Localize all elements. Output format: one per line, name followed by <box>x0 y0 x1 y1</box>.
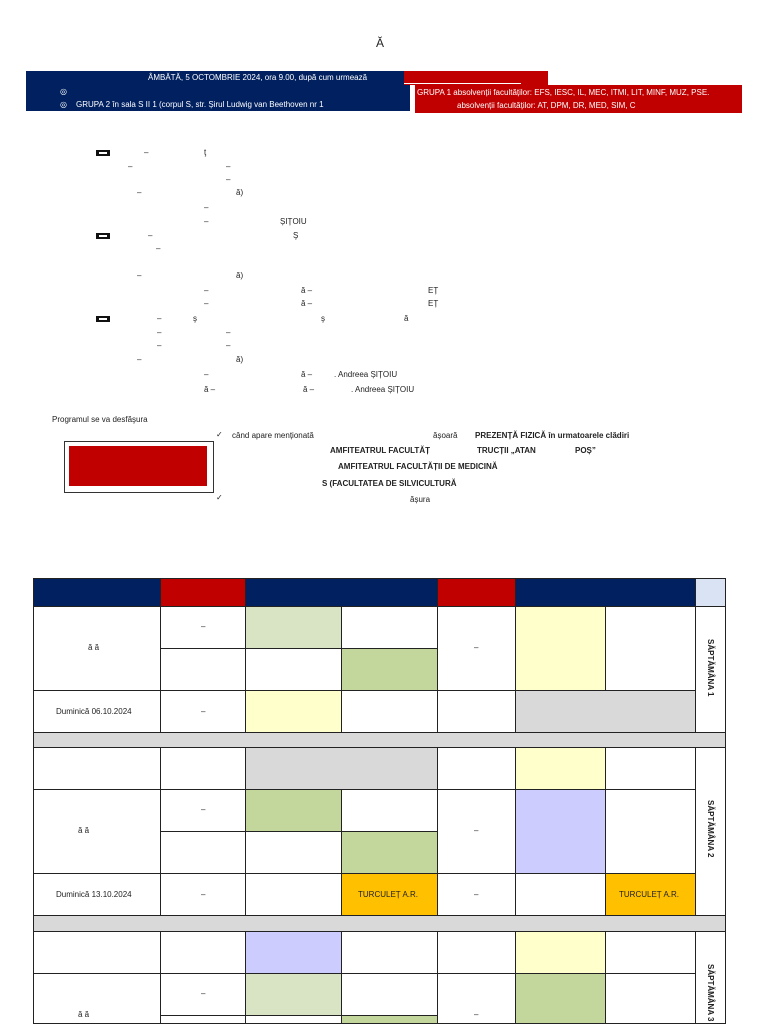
program-building: S (FACULTATEA DE SILVICULTURĂ <box>322 479 457 488</box>
table-date-cell <box>33 973 161 1024</box>
table-header-cell <box>33 578 161 607</box>
table-course-cell <box>605 873 696 916</box>
program-building: AMFITEATRUL FACULTĂȚII DE MEDICINĂ <box>338 462 498 471</box>
table-time-cell <box>437 747 516 790</box>
table-course-cell <box>605 931 696 974</box>
table-time-cell <box>160 648 246 691</box>
text-fragment: ţ <box>204 148 207 157</box>
week-label: SĂPTĂMÂNA 3 <box>706 964 715 1022</box>
table-course-cell <box>515 789 606 874</box>
list-bullet-icon <box>96 316 110 322</box>
red-notice-fill <box>69 446 207 486</box>
table-date-cell <box>33 606 161 691</box>
text-fragment: – <box>137 355 142 364</box>
time-text: – <box>474 1010 479 1019</box>
red-notice-box <box>64 441 214 493</box>
text-fragment: – <box>157 328 162 337</box>
header-red-bar <box>415 85 742 113</box>
table-course-cell <box>245 690 342 733</box>
table-course-cell <box>341 606 438 649</box>
bullet-icon: ◎ <box>60 100 67 109</box>
table-time-cell <box>160 690 246 733</box>
text-fragment: – <box>157 314 162 323</box>
table-course-cell <box>341 789 438 832</box>
date-text: Duminică 13.10.2024 <box>56 890 132 899</box>
table-header-cell <box>245 578 438 607</box>
text-fragment: – <box>204 203 209 212</box>
table-time-cell <box>160 973 246 1016</box>
list-bullet-icon <box>96 150 110 156</box>
time-text: – <box>201 707 206 716</box>
table-course-cell <box>245 931 342 974</box>
text-fragment: – <box>156 244 161 253</box>
week-label-cell <box>695 931 726 1024</box>
table-time-cell <box>160 873 246 916</box>
text-fragment: ş <box>321 314 325 323</box>
week-label-cell <box>695 606 726 733</box>
time-text: – <box>474 890 479 899</box>
text-fragment: – <box>204 286 209 295</box>
table-header-cell <box>695 578 726 607</box>
time-text: – <box>474 826 479 835</box>
week-separator <box>33 915 726 932</box>
table-date-cell <box>33 690 161 733</box>
table-time-cell <box>160 789 246 832</box>
table-course-cell <box>341 831 438 874</box>
table-course-cell <box>341 973 438 1016</box>
table-time-cell <box>437 606 516 691</box>
text-fragment: – <box>144 148 149 157</box>
table-time-cell <box>437 973 516 1024</box>
check-icon: ✓ <box>216 430 223 439</box>
table-time-cell <box>160 1015 246 1024</box>
time-text: – <box>201 989 206 998</box>
program-text: PREZENȚĂ FIZICĂ în urmatoarele clădiri <box>475 431 630 440</box>
time-text: – <box>201 805 206 814</box>
text-fragment: ă – <box>301 370 313 379</box>
date-text: ă ă <box>78 826 90 835</box>
table-date-cell <box>33 747 161 790</box>
table-course-cell <box>515 873 606 916</box>
table-time-cell <box>437 931 516 974</box>
text-fragment: – <box>137 188 142 197</box>
professor-name: TURCULEȚ A.R. <box>358 890 419 899</box>
table-course-cell <box>245 648 342 691</box>
header-group2-line: GRUPA 2 în sala S II 1 (corpul S, str. Șirul Ludwig van Beethoven nr 1 <box>76 100 324 109</box>
table-course-cell <box>341 931 438 974</box>
document-title-symbol: Ă <box>376 36 385 50</box>
table-course-cell <box>515 931 606 974</box>
text-fragment: ă) <box>236 355 244 364</box>
table-header-cell <box>437 578 516 607</box>
program-building: TRUCȚII „ATAN <box>477 446 536 455</box>
table-course-cell <box>341 1015 438 1024</box>
text-fragment: ȘIȚOIU <box>280 217 307 226</box>
table-date-cell <box>33 931 161 974</box>
table-course-cell <box>245 747 438 790</box>
text-fragment: – <box>128 162 133 171</box>
table-time-cell <box>437 873 516 916</box>
program-intro: Programul se va desfăşura <box>52 415 148 424</box>
text-fragment: – <box>226 328 231 337</box>
table-header-cell <box>515 578 696 607</box>
table-time-cell <box>160 931 246 974</box>
header-group2-faculties: absolvenții facultăților: AT, DPM, DR, MED, SIM, C <box>457 101 636 110</box>
date-text: ă ă <box>78 1010 90 1019</box>
text-fragment: ă) <box>236 271 244 280</box>
table-course-cell <box>515 606 606 691</box>
text-fragment: – <box>157 341 162 350</box>
table-course-cell <box>245 973 342 1016</box>
table-time-cell <box>160 831 246 874</box>
table-time-cell <box>160 606 246 649</box>
date-text: Duminică 06.10.2024 <box>56 707 132 716</box>
text-fragment: EȚ <box>428 299 439 308</box>
week-label: SĂPTĂMÂNA 1 <box>706 639 715 697</box>
text-fragment: – <box>226 175 231 184</box>
date-text: ă ă <box>88 643 100 652</box>
table-course-cell <box>605 747 696 790</box>
text-fragment: – <box>226 341 231 350</box>
week-label: SĂPTĂMÂNA 2 <box>706 800 715 858</box>
table-course-cell <box>245 606 342 649</box>
program-building: AMFITEATRUL FACULTĂȚ <box>330 446 430 455</box>
table-course-cell <box>245 873 342 916</box>
table-course-cell <box>515 973 606 1024</box>
table-course-cell <box>341 690 438 733</box>
table-course-cell <box>605 606 696 691</box>
program-text: ășura <box>410 495 431 504</box>
header-date-line: ÂMBĂTĂ, 5 OCTOMBRIE 2024, ora 9.00, după cum urmează <box>148 73 368 82</box>
text-fragment: ă <box>404 314 409 323</box>
text-fragment: Ş <box>293 231 299 240</box>
table-time-cell <box>437 690 516 733</box>
table-course-cell <box>515 747 606 790</box>
time-text: – <box>201 890 206 899</box>
text-fragment: ă – <box>301 299 313 308</box>
text-fragment: ă – <box>204 385 216 394</box>
text-fragment: – <box>226 162 231 171</box>
table-course-cell <box>245 1015 342 1024</box>
text-fragment: ş <box>193 314 197 323</box>
professor-name: TURCULEȚ A.R. <box>619 890 680 899</box>
week-separator <box>33 732 726 748</box>
table-date-cell <box>33 789 161 874</box>
table-course-cell <box>605 973 696 1024</box>
text-fragment: EȚ <box>428 286 439 295</box>
time-text: – <box>201 622 206 631</box>
text-fragment: ă – <box>301 286 313 295</box>
text-fragment: . Andreea ȘIȚOIU <box>334 370 398 379</box>
table-time-cell <box>437 789 516 874</box>
table-date-cell <box>33 873 161 916</box>
table-header-cell <box>160 578 246 607</box>
text-fragment: – <box>204 299 209 308</box>
time-text: – <box>474 643 479 652</box>
program-text: când apare menționată <box>232 431 314 440</box>
text-fragment: – <box>148 231 153 240</box>
table-course-cell <box>245 831 342 874</box>
header-red-underline <box>404 83 521 84</box>
table-course-cell <box>515 690 696 733</box>
program-text: ășoară <box>433 431 458 440</box>
table-course-cell <box>245 789 342 832</box>
header-group1-line: GRUPA 1 absolvenții facultăților: EFS, IESC, IL, MEC, ITMI, LIT, MINF, MUZ, PSE. <box>417 88 710 97</box>
program-building: POȘ” <box>575 446 596 455</box>
table-time-cell <box>160 747 246 790</box>
text-fragment: ă – <box>303 385 315 394</box>
text-fragment: . Andreea ȘIȚOIU <box>351 385 415 394</box>
check-icon: ✓ <box>216 493 223 502</box>
table-course-cell <box>341 648 438 691</box>
header-navy-bar <box>26 71 410 111</box>
bullet-icon: ◎ <box>60 87 67 96</box>
table-course-cell <box>341 873 438 916</box>
table-course-cell <box>605 789 696 874</box>
text-fragment: – <box>137 271 142 280</box>
list-bullet-icon <box>96 233 110 239</box>
text-fragment: – <box>204 217 209 226</box>
text-fragment: – <box>204 370 209 379</box>
text-fragment: ă) <box>236 188 244 197</box>
week-label-cell <box>695 747 726 916</box>
